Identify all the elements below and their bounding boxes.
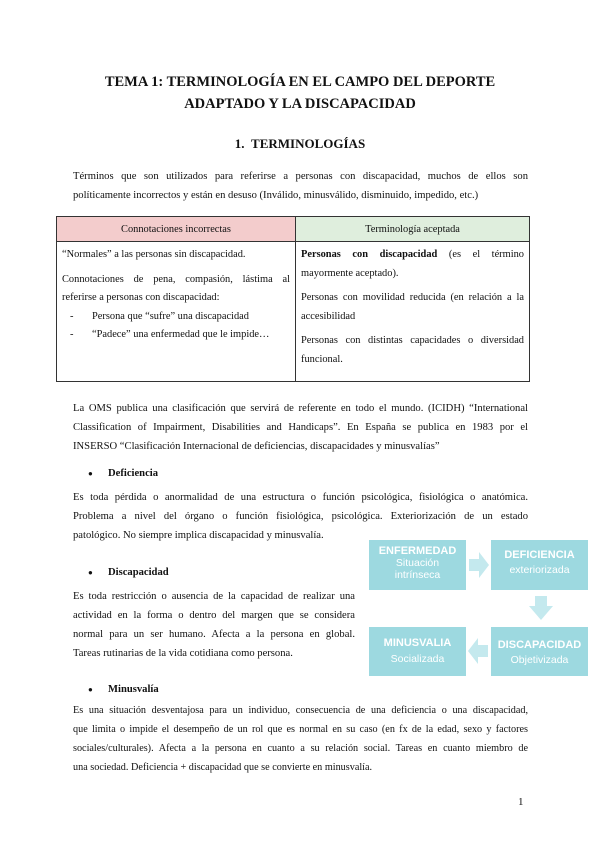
accepted-p2: Personas con movilidad reducida (en relación a la accesibilidad [301,292,524,322]
discapacidad-box-sub: Objetivizada [510,654,569,666]
incorrect-dash1: Persona que “sufre” una discapacidad [92,310,249,322]
accepted-p1-rest: (es el término mayormente aceptado). [301,249,524,279]
document-title-line1: TEMA 1: TERMINOLOGÍA EN EL CAMPO DEL DEPORTE [104,74,496,90]
arrow-right-icon [469,552,489,578]
arrow-left-icon [468,638,488,664]
list-item [62,326,290,345]
discapacidad-heading-text: Discapacidad [108,567,169,578]
page-number: 1 [518,796,524,808]
incorrect-p2: Connotaciones de pena, compasión, lástima al referirse a personas con discapacidad: [62,273,290,303]
accepted-p1-bold: Personas con discapacidad [301,249,438,260]
discapacidad-line4: Tareas rutinarias de la vida cotidiana como persona. [73,648,293,659]
diagram-box-enfermedad [369,540,466,590]
document-title-line2: ADAPTADO Y LA DISCAPACIDAD [184,96,416,112]
incorrect-cell [57,242,296,382]
dash-marker: - [70,310,74,322]
deficiencia-heading-text: Deficiencia [108,468,159,479]
enfermedad-sub1: Situación [395,557,440,569]
deficiencia-box-sub: exteriorizada [509,564,570,576]
dash-marker: - [70,329,74,340]
section-title: TERMINOLOGÍAS [251,136,366,151]
minusvalia-heading [88,684,159,695]
list-item [62,308,290,327]
oms-line3: INSERSO “Clasificación Internacional de deficiencias, discapacidades y minusvalías” [73,441,440,452]
table-header-incorrect: Connotaciones incorrectas [57,217,296,242]
diagram-box-deficiencia [491,540,588,590]
minusvalia-line2: que limita o impide el desempeño de un rol que es normal en su caso (en fx de la edad, sexo y factores [73,724,528,735]
enfermedad-title: ENFERMEDAD [378,545,457,557]
minusvalia-line3: sociales/culturales). Afecta a la persona en cuanto a su relación social. Tareas en cuanto miembro de [73,743,528,754]
bullet-dot: ● [88,685,93,694]
oms-line2: Classification of Impairment, Disabilities and Handicaps”. En España se publica en 1983 por el [73,422,528,433]
intro-line1: Términos que son utilizados para referirse a personas con discapacidad, muchos de ellos son [73,171,528,182]
deficiencia-box-title: DEFICIENCIA [504,549,575,561]
accepted-p1 [301,246,524,283]
incorrect-dash2: “Padece” una enfermedad que le impide… [92,329,270,340]
discapacidad-box-title: DISCAPACIDAD [497,639,582,651]
section-heading [0,136,600,152]
section-number: 1. [234,136,245,151]
discapacidad-line3: normal para un ser humano. Afecta a la persona en global. [73,629,355,640]
minusvalia-heading-text: Minusvalía [108,684,159,695]
table-header-accepted: Terminología aceptada [296,217,530,242]
diagram-box-discapacidad [491,627,588,676]
diagram-box-minusvalia [369,627,466,676]
oms-line1: La OMS publica una clasificación que servirá de referente en todo el mundo. (ICIDH) “International [73,403,528,414]
incorrect-p1: “Normales” a las personas sin discapacidad. [62,249,246,260]
deficiencia-line2: Problema a nivel del órgano o función fisiológica, psicológica. Exteriorización de un estado [73,511,528,522]
deficiencia-line1: Es toda pérdida o anormalidad de una estructura o función psicológica, fisiológica o anatómica. [73,492,528,503]
minusvalia-line1: Es una situación desventajosa para un individuo, consecuencia de una deficiencia o una discapacidad, [73,705,528,716]
minusvalia-box-sub: Socializada [390,653,445,665]
minusvalia-box-title: MINUSVALIA [383,637,452,649]
discapacidad-line2: actividad en la forma o dentro del margen que se considera [73,610,355,621]
discapacidad-line1: Es toda restricción o ausencia de la capacidad de realizar una [73,591,355,602]
minusvalia-line4: una sociedad. Deficiencia + discapacidad que se convierte en minusvalía. [73,762,373,773]
arrow-down-icon [529,596,553,620]
terminology-table [56,216,530,382]
deficiencia-heading [88,468,158,479]
accepted-p3: Personas con distintas capacidades o diversidad funcional. [301,335,524,365]
bullet-dot: ● [88,469,93,478]
deficiencia-line3: patológico. No siempre implica discapacidad y minusvalía. [73,530,324,541]
accepted-cell [296,242,530,382]
intro-line2: políticamente incorrectos y están en desuso (Inválido, minusválido, disminuido, impedido, etc.) [73,190,479,201]
enfermedad-sub2: intrínseca [394,569,441,581]
discapacidad-heading [88,567,169,578]
bullet-dot: ● [88,568,93,577]
